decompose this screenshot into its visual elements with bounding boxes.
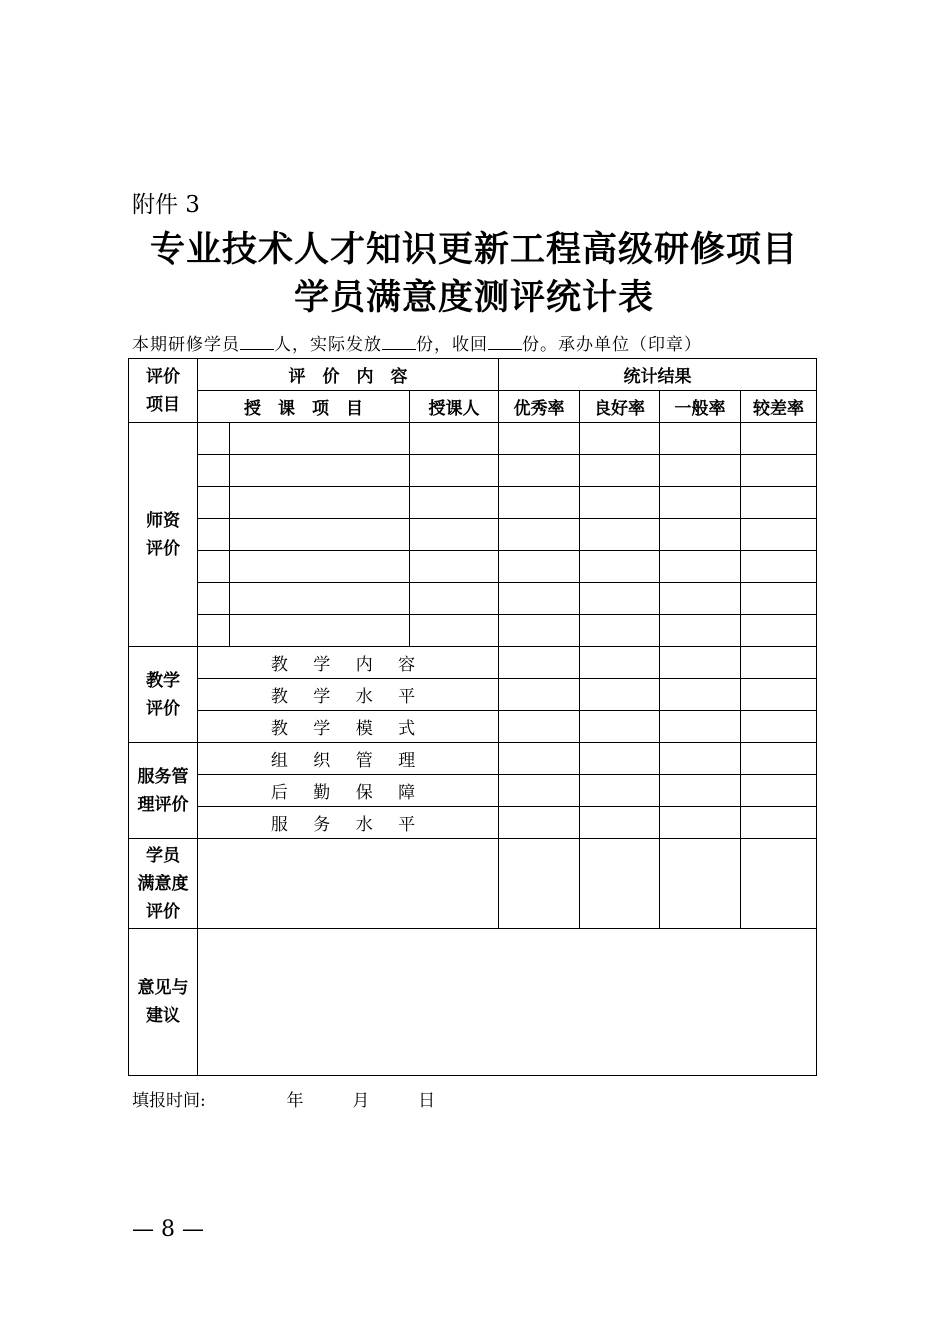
good-cell[interactable]	[580, 423, 660, 455]
good-cell[interactable]	[580, 583, 660, 615]
fill-date-label: 填报时间:	[132, 1091, 206, 1111]
average-cell[interactable]	[660, 519, 741, 551]
category-faculty-text: 师资 评价	[146, 510, 180, 559]
poor-cell[interactable]	[741, 679, 817, 711]
header-stats-result: 统计结果	[499, 359, 817, 391]
average-cell[interactable]	[660, 743, 741, 775]
good-cell[interactable]	[580, 455, 660, 487]
faculty-lecturer-cell[interactable]	[410, 487, 499, 519]
category-teaching-text: 教学 评价	[146, 670, 180, 719]
poor-cell[interactable]	[741, 775, 817, 807]
table-row	[129, 711, 817, 743]
faculty-index-cell[interactable]	[198, 423, 230, 455]
table-row	[129, 929, 817, 1076]
excellent-cell[interactable]	[499, 775, 580, 807]
poor-cell[interactable]	[741, 583, 817, 615]
average-cell[interactable]	[660, 647, 741, 679]
table-row	[129, 839, 817, 929]
category-service-text: 服务管 理评价	[137, 766, 189, 815]
faculty-course-cell[interactable]	[230, 455, 410, 487]
table-row	[129, 647, 817, 679]
poor-cell[interactable]	[741, 711, 817, 743]
poor-cell[interactable]	[741, 839, 817, 929]
excellent-cell[interactable]	[499, 615, 580, 647]
fill-date-line	[132, 1086, 435, 1111]
excellent-cell[interactable]	[499, 743, 580, 775]
header-eval-content: 评 价 内 容	[198, 359, 499, 391]
intro-text-3: 份，收回	[416, 335, 488, 355]
faculty-course-cell[interactable]	[230, 551, 410, 583]
good-cell[interactable]	[580, 487, 660, 519]
excellent-cell[interactable]	[499, 839, 580, 929]
header-excellent-rate: 优秀率	[499, 391, 580, 423]
excellent-cell[interactable]	[499, 647, 580, 679]
faculty-course-cell[interactable]	[230, 615, 410, 647]
category-teaching	[129, 647, 198, 743]
poor-cell[interactable]	[741, 807, 817, 839]
good-cell[interactable]	[580, 711, 660, 743]
faculty-index-cell[interactable]	[198, 519, 230, 551]
faculty-lecturer-cell[interactable]	[410, 583, 499, 615]
teaching-content-label: 教 学 内 容	[198, 647, 499, 679]
title-line-1: 专业技术人才知识更新工程高级研修项目	[149, 229, 798, 270]
faculty-index-cell[interactable]	[198, 615, 230, 647]
table-row	[129, 679, 817, 711]
good-cell[interactable]	[580, 679, 660, 711]
average-cell[interactable]	[660, 711, 741, 743]
suggestion-input-cell[interactable]	[198, 929, 817, 1076]
header-good-rate: 良好率	[580, 391, 660, 423]
intro-line	[132, 330, 702, 355]
category-satisfaction	[129, 839, 198, 929]
service-logistics-label: 后 勤 保 障	[198, 775, 499, 807]
trainee-count-blank[interactable]	[240, 335, 274, 350]
service-level-label: 服 务 水 平	[198, 807, 499, 839]
excellent-cell[interactable]	[499, 583, 580, 615]
category-suggestion	[129, 929, 198, 1076]
faculty-course-cell[interactable]	[230, 583, 410, 615]
table-row	[129, 615, 817, 647]
faculty-lecturer-cell[interactable]	[410, 423, 499, 455]
header-poor-rate: 较差率	[741, 391, 817, 423]
average-cell[interactable]	[660, 679, 741, 711]
good-cell[interactable]	[580, 743, 660, 775]
service-organization-label: 组 织 管 理	[198, 743, 499, 775]
faculty-index-cell[interactable]	[198, 455, 230, 487]
table-row	[129, 519, 817, 551]
good-cell[interactable]	[580, 551, 660, 583]
excellent-cell[interactable]	[499, 519, 580, 551]
average-cell[interactable]	[660, 423, 741, 455]
poor-cell[interactable]	[741, 487, 817, 519]
average-cell[interactable]	[660, 487, 741, 519]
faculty-lecturer-cell[interactable]	[410, 455, 499, 487]
header-eval-item-text: 评价 项目	[146, 366, 180, 415]
excellent-cell[interactable]	[499, 423, 580, 455]
faculty-lecturer-cell[interactable]	[410, 615, 499, 647]
table-row	[129, 455, 817, 487]
poor-cell[interactable]	[741, 519, 817, 551]
distributed-count-blank[interactable]	[382, 335, 416, 350]
header-average-rate: 一般率	[660, 391, 741, 423]
excellent-cell[interactable]	[499, 679, 580, 711]
page-number: — 8 —	[132, 1217, 204, 1242]
table-row	[129, 743, 817, 775]
teaching-level-label: 教 学 水 平	[198, 679, 499, 711]
title-line-2: 学员满意度测评统计表	[293, 277, 654, 318]
teaching-mode-label: 教 学 模 式	[198, 711, 499, 743]
month-label: 月	[352, 1091, 370, 1111]
year-label: 年	[286, 1091, 304, 1111]
poor-cell[interactable]	[741, 423, 817, 455]
good-cell[interactable]	[580, 839, 660, 929]
table-row	[129, 487, 817, 519]
excellent-cell[interactable]	[499, 711, 580, 743]
faculty-lecturer-cell[interactable]	[410, 551, 499, 583]
excellent-cell[interactable]	[499, 455, 580, 487]
table-row	[129, 423, 817, 455]
satisfaction-table	[128, 358, 817, 1076]
table-row	[129, 775, 817, 807]
faculty-index-cell[interactable]	[198, 583, 230, 615]
average-cell[interactable]	[660, 775, 741, 807]
faculty-index-cell[interactable]	[198, 487, 230, 519]
excellent-cell[interactable]	[499, 487, 580, 519]
attachment-label: 附件 3	[132, 192, 200, 218]
average-cell[interactable]	[660, 583, 741, 615]
faculty-course-cell[interactable]	[230, 487, 410, 519]
good-cell[interactable]	[580, 775, 660, 807]
category-service	[129, 743, 198, 839]
poor-cell[interactable]	[741, 615, 817, 647]
average-cell[interactable]	[660, 615, 741, 647]
faculty-course-cell[interactable]	[230, 423, 410, 455]
table-row	[129, 551, 817, 583]
faculty-index-cell[interactable]	[198, 551, 230, 583]
category-satisfaction-text: 学员 满意度 评价	[137, 845, 189, 922]
faculty-lecturer-cell[interactable]	[410, 519, 499, 551]
intro-text-2: 人，实际发放	[274, 335, 382, 355]
day-label: 日	[418, 1091, 436, 1111]
faculty-course-cell[interactable]	[230, 519, 410, 551]
good-cell[interactable]	[580, 807, 660, 839]
poor-cell[interactable]	[741, 551, 817, 583]
good-cell[interactable]	[580, 519, 660, 551]
intro-text-4: 份。承办单位（印章）	[522, 335, 702, 355]
satisfaction-content-cell[interactable]	[198, 839, 499, 929]
intro-text-1: 本期研修学员	[132, 335, 240, 355]
good-cell[interactable]	[580, 615, 660, 647]
category-faculty	[129, 423, 198, 647]
excellent-cell[interactable]	[499, 551, 580, 583]
average-cell[interactable]	[660, 807, 741, 839]
average-cell[interactable]	[660, 455, 741, 487]
poor-cell[interactable]	[741, 743, 817, 775]
header-eval-item	[129, 359, 198, 423]
category-suggestion-text: 意见与 建议	[137, 978, 189, 1026]
header-course-item: 授 课 项 目	[198, 391, 410, 423]
good-cell[interactable]	[580, 647, 660, 679]
poor-cell[interactable]	[741, 455, 817, 487]
poor-cell[interactable]	[741, 647, 817, 679]
average-cell[interactable]	[660, 551, 741, 583]
table-row	[129, 807, 817, 839]
table-row	[129, 583, 817, 615]
header-lecturer: 授课人	[410, 391, 499, 423]
excellent-cell[interactable]	[499, 807, 580, 839]
average-cell[interactable]	[660, 839, 741, 929]
returned-count-blank[interactable]	[488, 335, 522, 350]
